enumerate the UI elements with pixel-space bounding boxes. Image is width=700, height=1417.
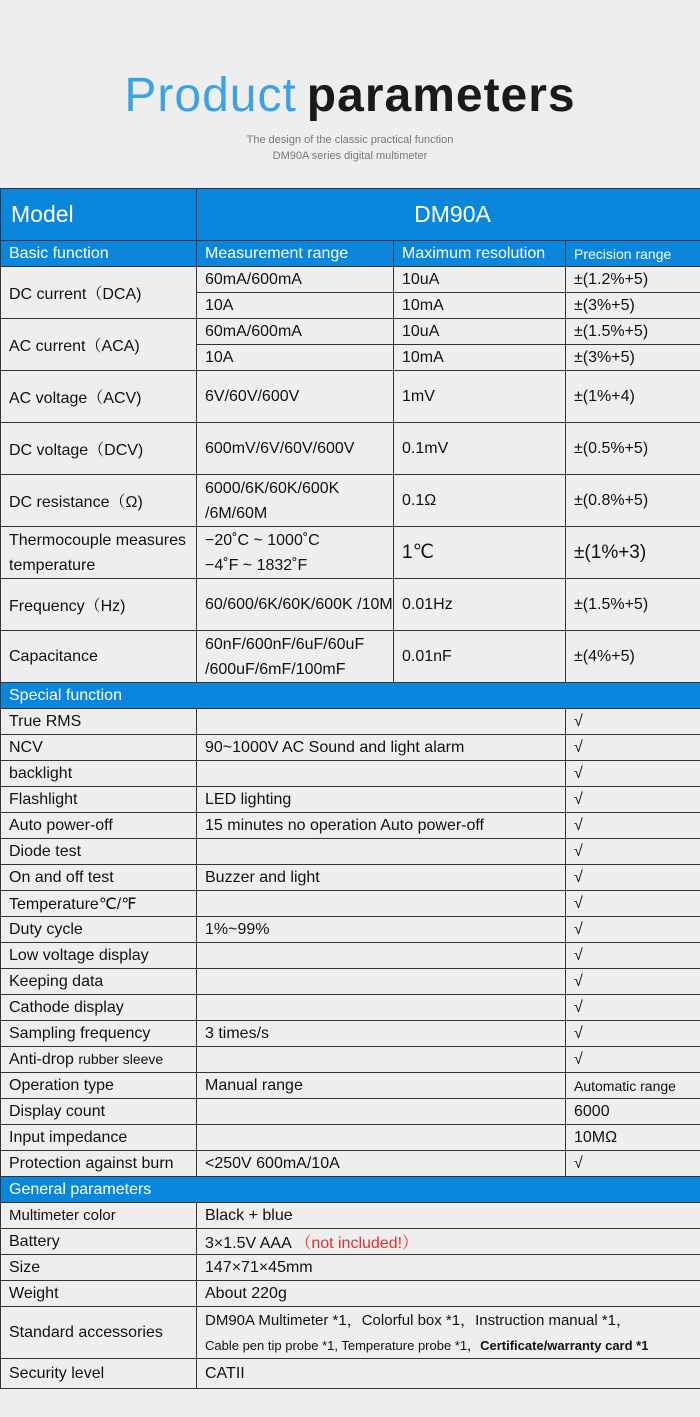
support-cell: 10MΩ bbox=[566, 1125, 700, 1151]
table-row bbox=[1, 1255, 700, 1281]
param-value bbox=[197, 1229, 700, 1255]
description-cell: 3 times/s bbox=[197, 1021, 566, 1047]
accessories-line-2 bbox=[205, 1333, 700, 1358]
table-row bbox=[1, 631, 700, 683]
range-cell: 60mA/600mA bbox=[197, 267, 394, 293]
battery-note: （not included!） bbox=[295, 1235, 419, 1252]
description-cell bbox=[197, 1047, 566, 1073]
function-name: AC voltage（ACV) bbox=[1, 371, 197, 423]
precision-cell: ±(1.2%+5) bbox=[566, 267, 700, 293]
function-name: On and off test bbox=[1, 865, 197, 891]
function-name-suffix: rubber sleeve bbox=[78, 1050, 164, 1067]
function-name: Protection against burn bbox=[1, 1151, 197, 1177]
function-name: NCV bbox=[1, 735, 197, 761]
function-name: Low voltage display bbox=[1, 943, 197, 969]
table-row bbox=[1, 787, 700, 813]
table-row bbox=[1, 865, 700, 891]
support-cell: √ bbox=[566, 735, 700, 761]
table-row bbox=[1, 267, 700, 293]
support-cell: √ bbox=[566, 995, 700, 1021]
column-header-row bbox=[1, 241, 700, 267]
param-value bbox=[197, 1307, 700, 1359]
description-cell: <250V 600mA/10A bbox=[197, 1151, 566, 1177]
section-title: General parameters bbox=[1, 1177, 700, 1203]
section-header-general bbox=[1, 1177, 700, 1203]
description-cell: 90~1000V AC Sound and light alarm bbox=[197, 735, 566, 761]
param-value: About 220g bbox=[197, 1281, 700, 1307]
description-cell bbox=[197, 709, 566, 735]
accessories-line-2-text: Cable pen tip probe *1, Temperature probe *1， bbox=[205, 1337, 481, 1353]
description-cell bbox=[197, 1125, 566, 1151]
description-cell bbox=[197, 1099, 566, 1125]
table-row bbox=[1, 813, 700, 839]
function-name: DC voltage（DCV) bbox=[1, 423, 197, 475]
param-name: Weight bbox=[1, 1281, 197, 1307]
description-cell bbox=[197, 839, 566, 865]
accessories-line-1: DM90A Multimeter *1，Colorful box *1，Instruction manual *1， bbox=[205, 1311, 632, 1329]
function-name: Capacitance bbox=[1, 631, 197, 683]
param-name: Size bbox=[1, 1255, 197, 1281]
table-row bbox=[1, 1203, 700, 1229]
table-row bbox=[1, 761, 700, 787]
param-name: Multimeter color bbox=[1, 1203, 197, 1229]
function-name: Display count bbox=[1, 1099, 197, 1125]
description-cell: Manual range bbox=[197, 1073, 566, 1099]
accessories-line-2-bold: Certificate/warranty card *1 bbox=[480, 1337, 649, 1353]
function-name: Operation type bbox=[1, 1073, 197, 1099]
table-row bbox=[1, 475, 700, 527]
support-cell: √ bbox=[566, 787, 700, 813]
resolution-cell: 0.1Ω bbox=[394, 475, 566, 527]
function-name: Duty cycle bbox=[1, 917, 197, 943]
function-name: DC resistance（Ω) bbox=[1, 475, 197, 527]
support-cell: √ bbox=[566, 709, 700, 735]
function-name: True RMS bbox=[1, 709, 197, 735]
model-value: DM90A bbox=[197, 189, 700, 241]
col-header-measurement-range: Measurement range bbox=[197, 241, 394, 267]
range-cell: 6V/60V/600V bbox=[197, 371, 394, 423]
table-row bbox=[1, 1073, 700, 1099]
function-name: Temperature℃/℉ bbox=[1, 891, 197, 917]
table-row bbox=[1, 1021, 700, 1047]
range-cell: 10A bbox=[197, 293, 394, 319]
support-cell: √ bbox=[566, 1021, 700, 1047]
table-row bbox=[1, 1151, 700, 1177]
table-row bbox=[1, 995, 700, 1021]
support-cell: Automatic range bbox=[566, 1073, 700, 1099]
parameters-table bbox=[0, 188, 700, 1389]
param-value: CATII bbox=[197, 1359, 700, 1389]
table-row bbox=[1, 735, 700, 761]
support-cell: √ bbox=[566, 813, 700, 839]
support-cell: √ bbox=[566, 1151, 700, 1177]
col-header-max-resolution: Maximum resolution bbox=[394, 241, 566, 267]
battery-value: 3×1.5V AAA bbox=[205, 1235, 291, 1252]
resolution-cell: 1℃ bbox=[394, 527, 566, 579]
description-cell: 15 minutes no operation Auto power-off bbox=[197, 813, 566, 839]
table-row bbox=[1, 1047, 700, 1073]
function-name: backlight bbox=[1, 761, 197, 787]
resolution-cell: 10mA bbox=[394, 345, 566, 371]
function-name: DC current（DCA) bbox=[1, 267, 197, 319]
table-row bbox=[1, 371, 700, 423]
model-row bbox=[1, 189, 700, 241]
resolution-cell: 0.01Hz bbox=[394, 579, 566, 631]
resolution-cell: 0.1mV bbox=[394, 423, 566, 475]
support-cell: √ bbox=[566, 1047, 700, 1073]
function-name: Cathode display bbox=[1, 995, 197, 1021]
param-value: 147×71×45mm bbox=[197, 1255, 700, 1281]
table-row bbox=[1, 709, 700, 735]
support-cell: √ bbox=[566, 917, 700, 943]
description-cell: Buzzer and light bbox=[197, 865, 566, 891]
subtitle-line-1: The design of the classic practical function bbox=[246, 134, 454, 146]
table-row bbox=[1, 1307, 700, 1359]
support-cell: 6000 bbox=[566, 1099, 700, 1125]
table-row bbox=[1, 527, 700, 579]
precision-cell: ±(1%+4) bbox=[566, 371, 700, 423]
function-name bbox=[1, 1047, 197, 1073]
range-cell: 60mA/600mA bbox=[197, 319, 394, 345]
table-row bbox=[1, 423, 700, 475]
section-header-special bbox=[1, 683, 700, 709]
support-cell: √ bbox=[566, 969, 700, 995]
param-name: Standard accessories bbox=[1, 1307, 197, 1359]
table-row bbox=[1, 943, 700, 969]
range-celsius: −20˚C ~ 1000˚C bbox=[205, 531, 320, 549]
function-name: Diode test bbox=[1, 839, 197, 865]
table-row bbox=[1, 1281, 700, 1307]
range-cell bbox=[197, 527, 394, 579]
table-row bbox=[1, 917, 700, 943]
range-cell: 60nF/600nF/6uF/60uF /600uF/6mF/100mF bbox=[197, 631, 394, 683]
table-row bbox=[1, 1125, 700, 1151]
description-cell bbox=[197, 969, 566, 995]
description-cell bbox=[197, 943, 566, 969]
precision-cell: ±(0.5%+5) bbox=[566, 423, 700, 475]
function-name: Keeping data bbox=[1, 969, 197, 995]
precision-cell: ±(1.5%+5) bbox=[566, 319, 700, 345]
description-cell bbox=[197, 761, 566, 787]
table-row bbox=[1, 319, 700, 345]
resolution-cell: 10uA bbox=[394, 267, 566, 293]
precision-cell: ±(3%+5) bbox=[566, 345, 700, 371]
resolution-cell: 1mV bbox=[394, 371, 566, 423]
description-cell bbox=[197, 995, 566, 1021]
function-name: Flashlight bbox=[1, 787, 197, 813]
support-cell: √ bbox=[566, 761, 700, 787]
param-name: Security level bbox=[1, 1359, 197, 1389]
support-cell: √ bbox=[566, 943, 700, 969]
range-cell: 600mV/6V/60V/600V bbox=[197, 423, 394, 475]
table-row bbox=[1, 839, 700, 865]
range-cell: 10A bbox=[197, 345, 394, 371]
table-row bbox=[1, 891, 700, 917]
precision-cell: ±(1%+3) bbox=[566, 527, 700, 579]
param-name: Battery bbox=[1, 1229, 197, 1255]
resolution-cell: 10uA bbox=[394, 319, 566, 345]
resolution-cell: 10mA bbox=[394, 293, 566, 319]
support-cell: √ bbox=[566, 839, 700, 865]
param-value: Black + blue bbox=[197, 1203, 700, 1229]
description-cell: LED lighting bbox=[197, 787, 566, 813]
description-cell bbox=[197, 891, 566, 917]
table-row bbox=[1, 579, 700, 631]
title-bold: parameters bbox=[306, 69, 576, 122]
resolution-cell: 0.01nF bbox=[394, 631, 566, 683]
table-row bbox=[1, 969, 700, 995]
title-light: Product bbox=[124, 69, 297, 122]
support-cell: √ bbox=[566, 891, 700, 917]
function-name: Auto power-off bbox=[1, 813, 197, 839]
function-name: AC current（ACA) bbox=[1, 319, 197, 371]
table-row bbox=[1, 1359, 700, 1389]
function-name: Thermocouple measures temperature bbox=[1, 527, 197, 579]
support-cell: √ bbox=[566, 865, 700, 891]
function-name: Sampling frequency bbox=[1, 1021, 197, 1047]
precision-cell: ±(4%+5) bbox=[566, 631, 700, 683]
description-cell: 1%~99% bbox=[197, 917, 566, 943]
precision-cell: ±(3%+5) bbox=[566, 293, 700, 319]
function-name: Input impedance bbox=[1, 1125, 197, 1151]
page-title bbox=[0, 66, 700, 126]
range-fahrenheit: −4˚F ~ 1832˚F bbox=[205, 556, 308, 574]
col-header-precision-range: Precision range bbox=[566, 241, 700, 267]
col-header-basic-function: Basic function bbox=[1, 241, 197, 267]
precision-cell: ±(1.5%+5) bbox=[566, 579, 700, 631]
table-row bbox=[1, 1099, 700, 1125]
header bbox=[0, 0, 700, 188]
section-title: Special function bbox=[1, 683, 700, 709]
table-row bbox=[1, 1229, 700, 1255]
model-label: Model bbox=[1, 189, 197, 241]
subtitle-line-2: DM90A series digital multimeter bbox=[272, 150, 428, 162]
range-cell: 6000/6K/60K/600K /6M/60M bbox=[197, 475, 394, 527]
function-name-main: Anti-drop bbox=[9, 1050, 79, 1068]
range-cell: 60/600/6K/60K/600K /10M bbox=[197, 579, 394, 631]
precision-cell: ±(0.8%+5) bbox=[566, 475, 700, 527]
function-name: Frequency（Hz) bbox=[1, 579, 197, 631]
